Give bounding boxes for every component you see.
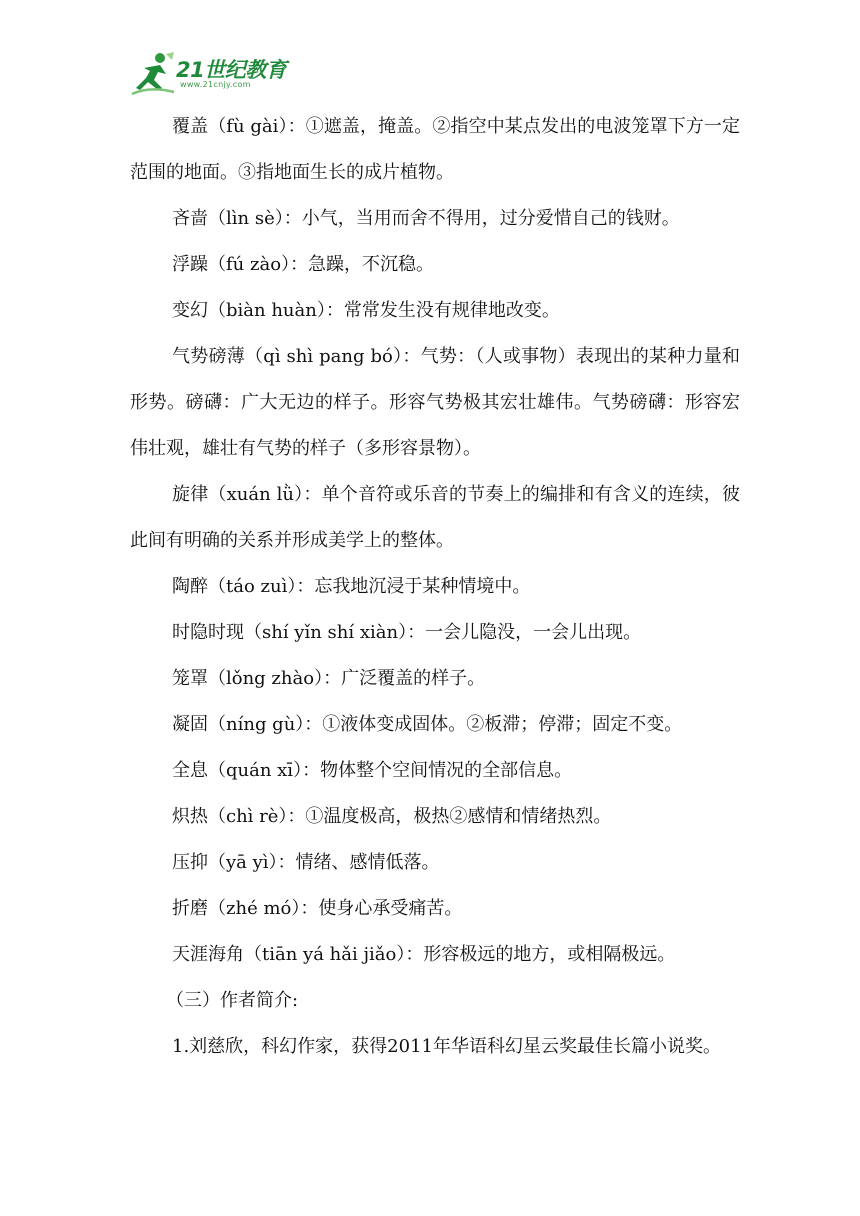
paragraph-zhemo: 折磨（zhé mó）：使身心承受痛苦。 [172, 898, 463, 919]
paragraph-author-intro: 1.刘慈欣，科幻作家，获得2011年华语科幻星云奖最佳长篇小说奖。 [172, 1036, 721, 1057]
paragraph-qishipangbo: 气势磅薄（qì shì pang bó）：气势：（人或事物）表现出的某种力量和形势。磅礴：广大无边的样子。形容气势极其宏壮雄伟。气势磅礴：形容宏伟壮观，雄壮有气势的样子（多形容景物）。 [130, 346, 740, 459]
document-body [130, 104, 740, 1070]
paragraph-chire: 炽热（chì rè）：①温度极高，极热②感情和情绪热烈。 [172, 806, 612, 827]
paragraph-bianhuan: 变幻（biàn huàn）：常常发生没有规律地改变。 [172, 300, 560, 321]
logo-text: 21世纪教育 [176, 58, 287, 82]
paragraph-longzhao: 笼罩（lǒng zhào）：广泛覆盖的样子。 [172, 668, 486, 689]
paragraph-ninggu: 凝固（níng gù）：①液体变成固体。②板滞；停滞；固定不变。 [172, 714, 683, 735]
paragraph-fuzao: 浮躁（fú zào）：急躁，不沉稳。 [172, 254, 435, 275]
paragraph-xuanlv: 旋律（xuán lǜ）：单个音符或乐音的节奏上的编排和有含义的连续，彼此间有明确的关系并形成美学上的整体。 [130, 484, 740, 551]
paragraph-fugai: 覆盖（fù gài）：①遮盖，掩盖。②指空中某点发出的电波笼罩下方一定范围的地面。③指地面生长的成片植物。 [130, 116, 740, 183]
paragraph-yayi: 压抑（yā yì）：情绪、感情低落。 [172, 852, 440, 873]
paragraph-linse: 吝啬（lìn sè）：小气，当用而舍不得用，过分爱惜自己的钱财。 [172, 208, 680, 229]
site-logo [130, 50, 300, 96]
paragraph-tianyahaijiao: 天涯海角（tiān yá hǎi jiǎo）：形容极远的地方，或相隔极远。 [172, 944, 676, 965]
paragraph-quanxi: 全息（quán xī）：物体整个空间情况的全部信息。 [172, 760, 573, 781]
paragraph-taozui: 陶醉（táo zuì）：忘我地沉浸于某种情境中。 [172, 576, 531, 597]
logo-url: www.21cnjy.com [180, 80, 251, 89]
runner-logo-icon [130, 50, 176, 96]
section-heading-author: （三）作者简介: [166, 990, 299, 1011]
paragraph-shiyinshixian: 时隐时现（shí yǐn shí xiàn）：一会儿隐没，一会儿出现。 [172, 622, 642, 643]
